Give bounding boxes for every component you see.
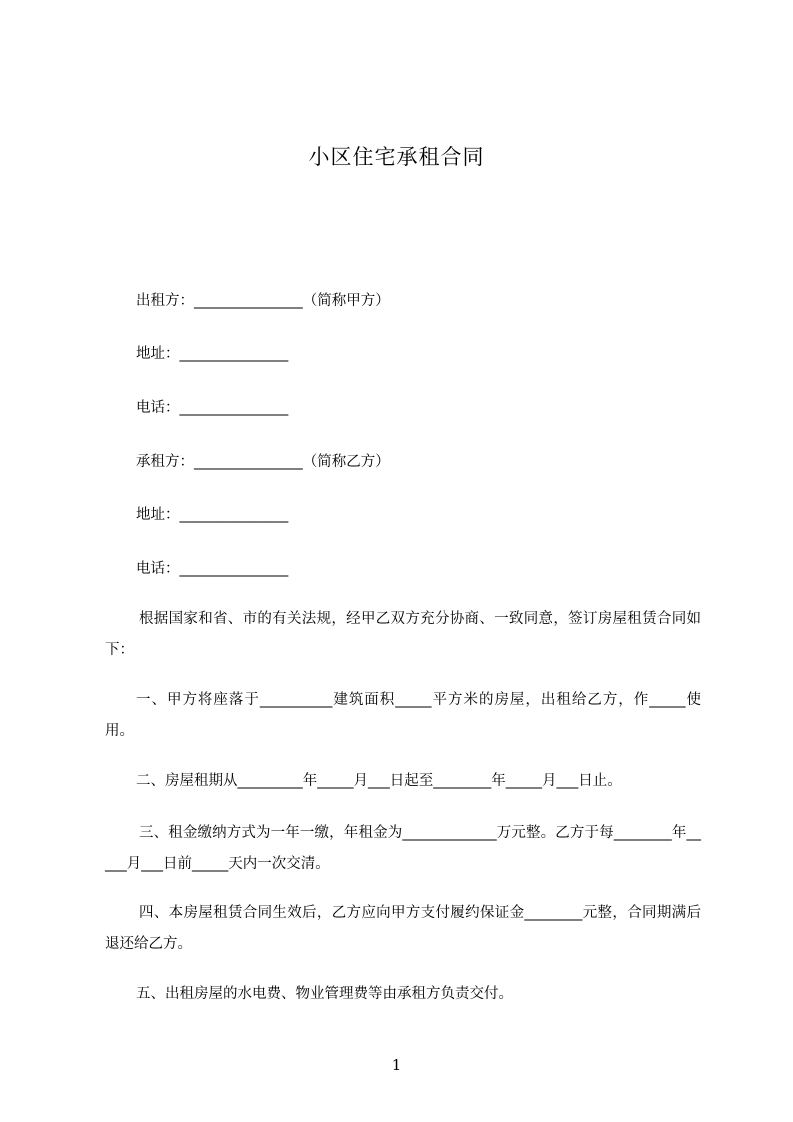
clause-2-paragraph: 二、房屋租期从_________年_____月___日起至________年_____月___日止。 [136, 773, 622, 789]
lessor-address-line: 地址：_______________ [136, 346, 289, 362]
clause-3-paragraph: 三、租金缴纳方式为一年一缴，年租金为_____________万元整。乙方于每________年_____月___日前_____天内一次交清。 [105, 825, 701, 872]
clause-4-paragraph: 四、本房屋租赁合同生效后，乙方应向甲方支付履约保证金________元整，合同期满后退还给乙方。 [105, 905, 701, 952]
clause-1-paragraph: 一、甲方将座落于__________建筑面积_____平方米的房屋，出租给乙方，作_____使用。 [105, 692, 701, 739]
lessee-address-line: 地址：_______________ [136, 507, 289, 523]
document-title: 小区住宅承租合同 [308, 145, 485, 169]
preamble-paragraph: 根据国家和省、市的有关法规，经甲乙双方充分协商、一致同意，签订房屋租赁合同如下： [105, 611, 701, 658]
lessor-name-line: 出租方：_______________（简称甲方） [136, 293, 390, 309]
clause-5-paragraph: 五、出租房屋的水电费、物业管理费等由承租方负责交付。 [136, 986, 513, 1002]
page-number: 1 [391, 1056, 402, 1074]
lessor-phone-line: 电话：_______________ [136, 400, 289, 416]
lessee-phone-line: 电话：_______________ [136, 561, 289, 577]
lessee-name-line: 承租方：_______________（简称乙方） [136, 454, 390, 470]
